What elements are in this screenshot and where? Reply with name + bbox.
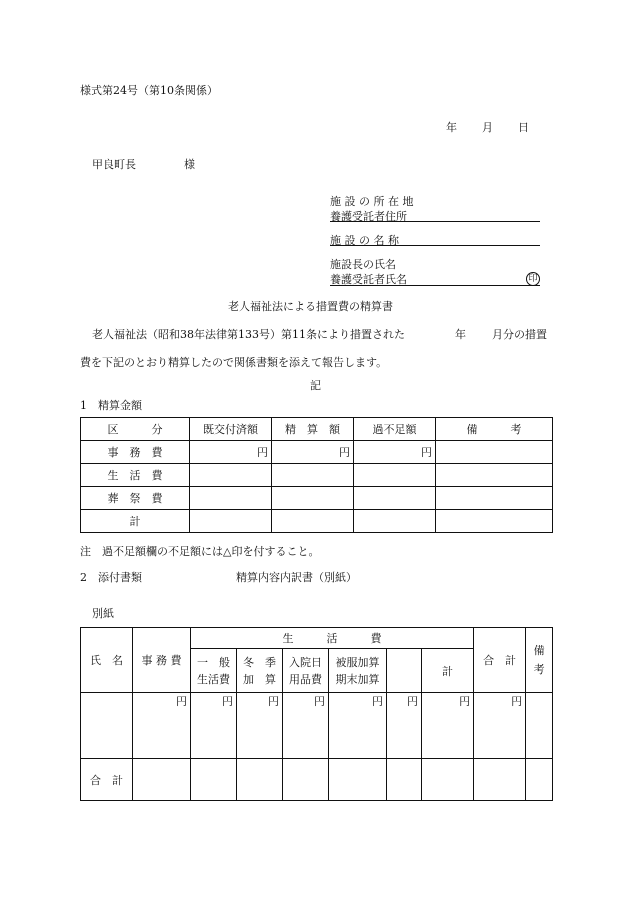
name-cell	[81, 693, 133, 759]
header-winter-addition: 冬 季 加 算	[237, 649, 283, 693]
empty-cell	[354, 464, 436, 487]
body-year: 年	[455, 328, 466, 341]
section1-heading: 1 精算金額	[80, 399, 142, 412]
body-month: 月分の措置	[492, 328, 547, 341]
table-row	[81, 441, 553, 464]
empty-cell	[190, 510, 272, 533]
yen-unit: 円	[387, 693, 422, 759]
ki-heading: 記	[310, 379, 321, 392]
addressee-honorific: 様	[184, 158, 195, 171]
facility-head-label: 施設長の氏名	[330, 258, 396, 271]
empty-cell	[436, 510, 553, 533]
header-subtotal: 計	[422, 649, 474, 693]
empty-cell	[329, 759, 387, 801]
table-row	[81, 759, 553, 801]
yen-unit: 円	[283, 693, 329, 759]
head-name-underline	[330, 285, 540, 286]
yen-unit: 円	[191, 693, 237, 759]
breakdown-table	[80, 627, 553, 801]
custodian-address-label: 養護受託者住所	[330, 210, 407, 223]
body-text-2: 費を下記のとおり精算したので関係書類を添えて報告します。	[80, 356, 388, 369]
table-row	[81, 510, 553, 533]
header-living-cost: 生 活 費	[191, 628, 474, 649]
remarks-cell	[436, 441, 553, 464]
date-day: 日	[518, 121, 529, 134]
row-label-total: 計	[81, 510, 190, 533]
yen-unit: 円	[190, 441, 272, 464]
seal-mark: 印	[526, 271, 540, 286]
addressee-name: 甲良町長	[92, 158, 136, 171]
empty-cell	[283, 759, 329, 801]
row-label-admin: 事 務 費	[81, 441, 190, 464]
yen-unit: 円	[133, 693, 191, 759]
header-already-paid: 既交付済額	[190, 418, 272, 441]
empty-cell	[436, 487, 553, 510]
empty-cell	[272, 464, 354, 487]
header-name: 氏 名	[81, 628, 133, 693]
betsushi-label: 別紙	[92, 607, 114, 620]
header-hospital-supplies: 入院日 用品費	[283, 649, 329, 693]
yen-unit: 円	[272, 441, 354, 464]
table-row	[81, 464, 553, 487]
table-row	[81, 693, 553, 759]
settlement-table	[80, 417, 553, 533]
facility-name-underline	[330, 245, 540, 246]
empty-cell	[436, 464, 553, 487]
facility-address-label: 施 設 の 所 在 地	[330, 195, 414, 208]
empty-cell	[191, 759, 237, 801]
empty-cell	[422, 759, 474, 801]
attachment-name: 精算内容内訳書（別紙）	[236, 571, 357, 584]
yen-unit: 円	[237, 693, 283, 759]
empty-cell	[190, 464, 272, 487]
header-grand-total: 合 計	[474, 628, 526, 693]
empty-cell	[354, 510, 436, 533]
yen-unit: 円	[422, 693, 474, 759]
empty-cell	[237, 759, 283, 801]
header-blank	[387, 649, 422, 693]
section2-heading: 2 添付書類	[80, 571, 142, 584]
empty-cell	[526, 759, 553, 801]
header-general-living: 一 般 生活費	[191, 649, 237, 693]
empty-cell	[190, 487, 272, 510]
total-row-label: 合 計	[81, 759, 133, 801]
address-underline	[330, 221, 540, 222]
note-text: 注 過不足額欄の不足額には△印を付すること。	[80, 545, 320, 558]
empty-cell	[387, 759, 422, 801]
header-category: 区 分	[81, 418, 190, 441]
header-difference: 過不足額	[354, 418, 436, 441]
yen-unit: 円	[329, 693, 387, 759]
custodian-name-label: 養護受託者氏名	[330, 273, 407, 286]
form-number: 様式第24号（第10条関係）	[80, 84, 218, 97]
table-row	[81, 487, 553, 510]
empty-cell	[133, 759, 191, 801]
empty-cell	[272, 487, 354, 510]
date-year: 年	[446, 121, 457, 134]
body-text-1: 老人福祉法（昭和38年法律第133号）第11条により措置された	[92, 328, 405, 341]
empty-cell	[272, 510, 354, 533]
header-clothing-addition: 被服加算 期末加算	[329, 649, 387, 693]
facility-name-label: 施 設 の 名 称	[330, 234, 399, 247]
header-settled-amount: 精 算 額	[272, 418, 354, 441]
remarks-cell	[526, 693, 553, 759]
yen-unit: 円	[474, 693, 526, 759]
document-title: 老人福祉法による措置費の精算書	[228, 300, 393, 313]
date-month: 月	[482, 121, 493, 134]
header-remarks: 備 考	[436, 418, 553, 441]
empty-cell	[474, 759, 526, 801]
row-label-funeral: 葬 祭 費	[81, 487, 190, 510]
yen-unit: 円	[354, 441, 436, 464]
header-remarks: 備 考	[526, 628, 553, 693]
header-admin-cost: 事 務 費	[133, 628, 191, 693]
row-label-living: 生 活 費	[81, 464, 190, 487]
empty-cell	[354, 487, 436, 510]
